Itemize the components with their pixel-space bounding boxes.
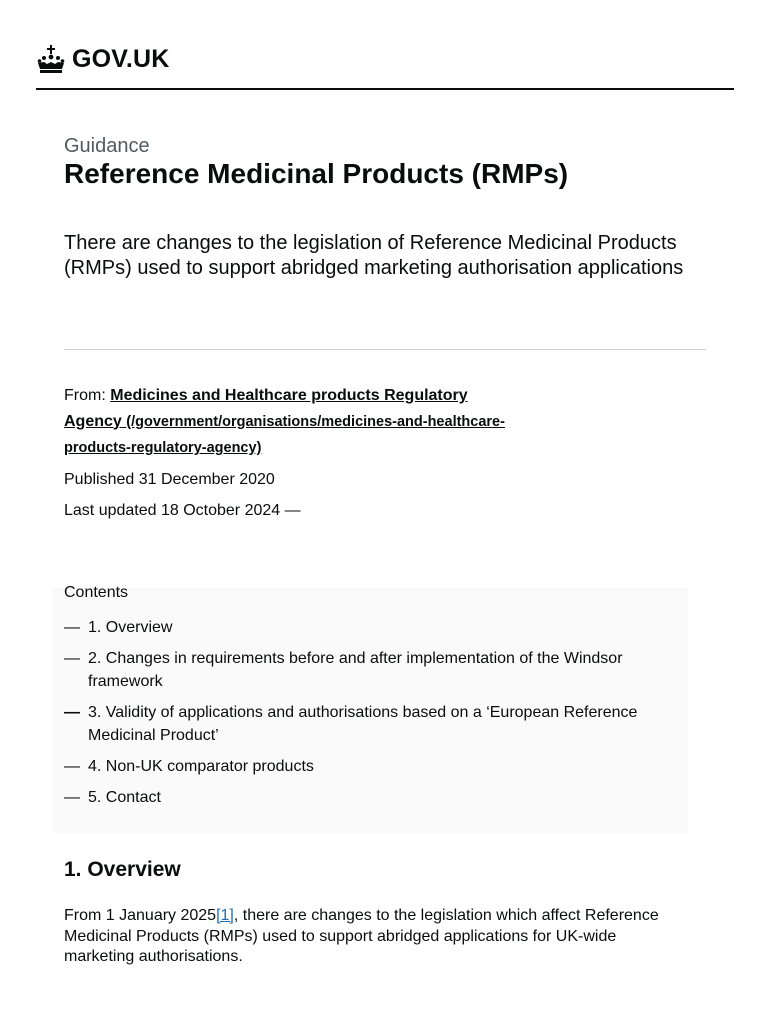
contents-dash: — [64, 789, 80, 806]
contents-item [64, 647, 654, 693]
overview-paragraph [64, 906, 684, 968]
contents-link-overview[interactable] [88, 616, 172, 639]
contents-number: 5. [88, 789, 102, 806]
site-header [36, 40, 734, 90]
contents-item [64, 701, 654, 747]
organisation-url: (/government/organisations/medicines-and-healthcare-products-regulatory-agency) [64, 413, 505, 456]
contents-item [64, 755, 654, 778]
contents-link-contact[interactable] [88, 786, 161, 809]
metadata-block [64, 383, 524, 524]
contents-item [64, 786, 654, 809]
from-line [64, 383, 524, 462]
contents-dash: — [64, 758, 80, 775]
contents-dash: — [64, 704, 80, 721]
organisation-name: Medicines and Healthcare products Regulatory Agency [64, 387, 468, 430]
published-date: Published 31 December 2020 [64, 470, 275, 488]
contents-text: Contact [105, 789, 161, 806]
contents-text: Non-UK comparator products [105, 758, 314, 775]
contents-number: 1. [88, 619, 102, 636]
contents-list [64, 616, 654, 817]
overview-text-start: From 1 January 2025 [64, 907, 217, 924]
logo-text: GOV.UK [72, 44, 170, 73]
contents-heading: Contents [64, 584, 129, 601]
page-title: Reference Medicinal Products (RMPs) [64, 158, 569, 189]
govuk-logo-link[interactable] [36, 44, 170, 74]
contents-text: Changes in requirements before and after implementation of the Windsor framework [88, 650, 623, 690]
contents-link-validity[interactable] [88, 701, 654, 747]
contents-number: 3. [88, 704, 102, 721]
contents-dash: — [64, 650, 80, 667]
page-lead: There are changes to the legislation of Reference Medicinal Products (RMPs) used to support abridged marketing authorisation applications [64, 232, 684, 279]
overview-text-end: , there are changes to the legislation which affect Reference Medicinal Products (RMPs) used to support abridged applications for UK-wide marketing authorisations. [64, 907, 659, 965]
organisation-link[interactable] [64, 387, 505, 456]
page-caption: Guidance [64, 135, 150, 157]
contents-item [64, 616, 654, 639]
contents-number: 4. [88, 758, 102, 775]
contents-number: 2. [88, 650, 102, 667]
last-updated-date: Last updated 18 October 2024 — [64, 501, 301, 519]
from-label: From: [64, 387, 106, 404]
contents-dash: — [64, 619, 80, 636]
contents-link-changes[interactable] [88, 647, 654, 693]
crown-icon [36, 44, 66, 74]
contents-text: Validity of applications and authorisations based on a ‘European Reference Medicinal Product’ [88, 704, 638, 744]
contents-text: Overview [105, 619, 173, 636]
section-heading-overview: 1. Overview [64, 858, 181, 881]
contents-link-non-uk[interactable] [88, 755, 314, 778]
section-divider [64, 349, 706, 350]
footnote-link[interactable]: [1] [216, 907, 234, 924]
